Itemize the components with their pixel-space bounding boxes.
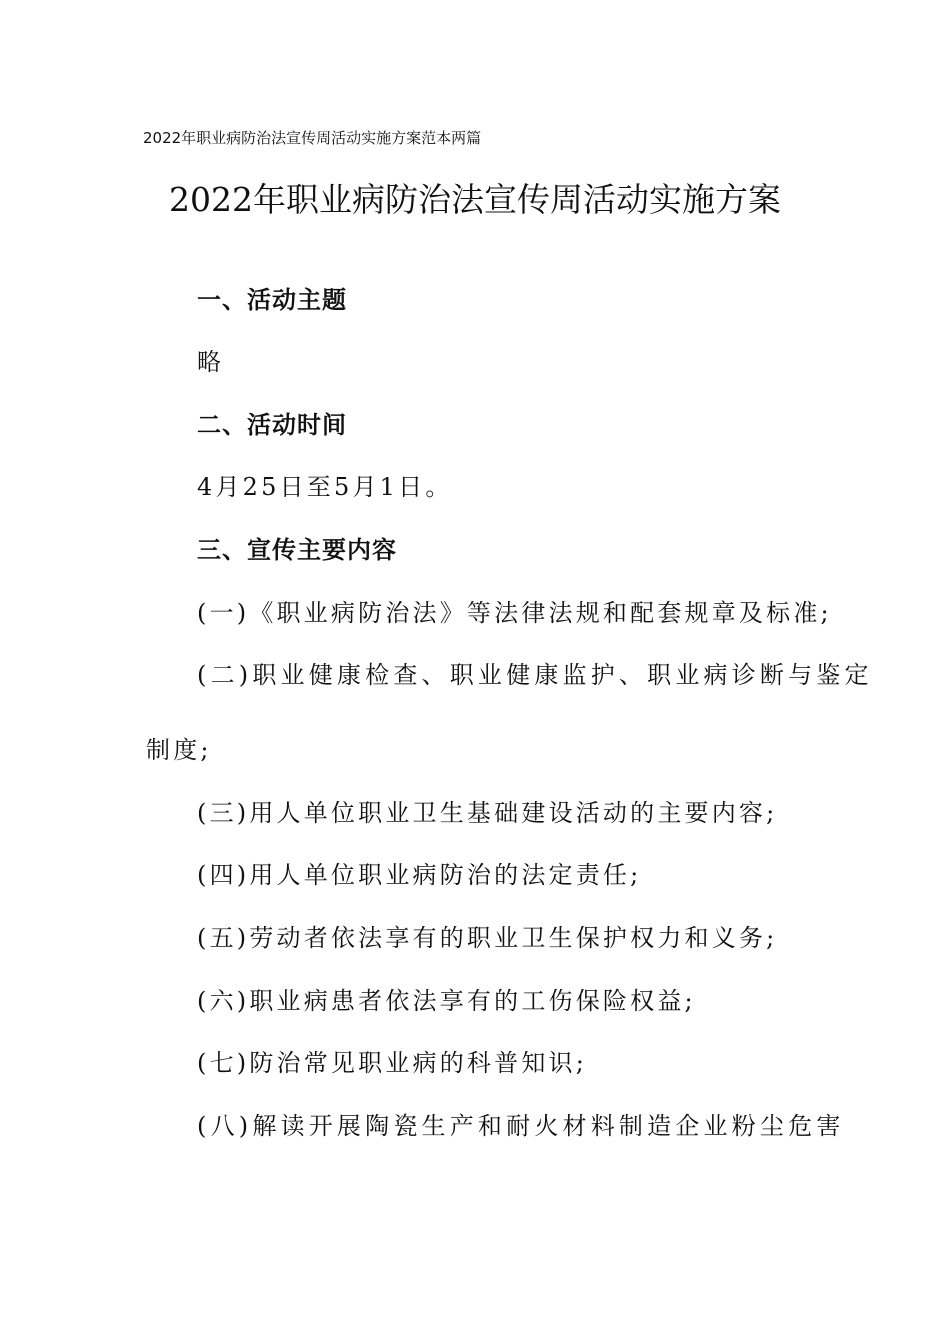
content-item-1: (一)《职业病防治法》等法律法规和配套规章及标准; bbox=[197, 599, 832, 627]
section-heading-theme: 一、活动主题 bbox=[197, 286, 347, 314]
section-body-theme: 略 bbox=[197, 348, 221, 376]
section-heading-time: 二、活动时间 bbox=[197, 411, 347, 439]
content-item-5: (五)劳动者依法享有的职业卫生保护权力和义务; bbox=[197, 924, 778, 952]
content-item-2: (二)职业健康检查、职业健康监护、职业病诊断与鉴定 bbox=[197, 661, 873, 689]
content-item-3: (三)用人单位职业卫生基础建设活动的主要内容; bbox=[197, 799, 778, 827]
content-item-6: (六)职业病患者依法享有的工伤保险权益; bbox=[197, 987, 696, 1015]
page-header: 2022年职业病防治法宣传周活动实施方案范本两篇 bbox=[143, 129, 482, 147]
section-body-time: 4月25日至5月1日。 bbox=[197, 473, 453, 501]
content-item-4: (四)用人单位职业病防治的法定责任; bbox=[197, 861, 642, 889]
document-title: 2022年职业病防治法宣传周活动实施方案 bbox=[169, 180, 781, 219]
content-item-2-continued: 制度; bbox=[146, 736, 212, 764]
section-heading-content: 三、宣传主要内容 bbox=[197, 536, 397, 564]
content-item-7: (七)防治常见职业病的科普知识; bbox=[197, 1049, 588, 1077]
content-item-8: (八)解读开展陶瓷生产和耐火材料制造企业粉尘危害 bbox=[197, 1112, 845, 1140]
